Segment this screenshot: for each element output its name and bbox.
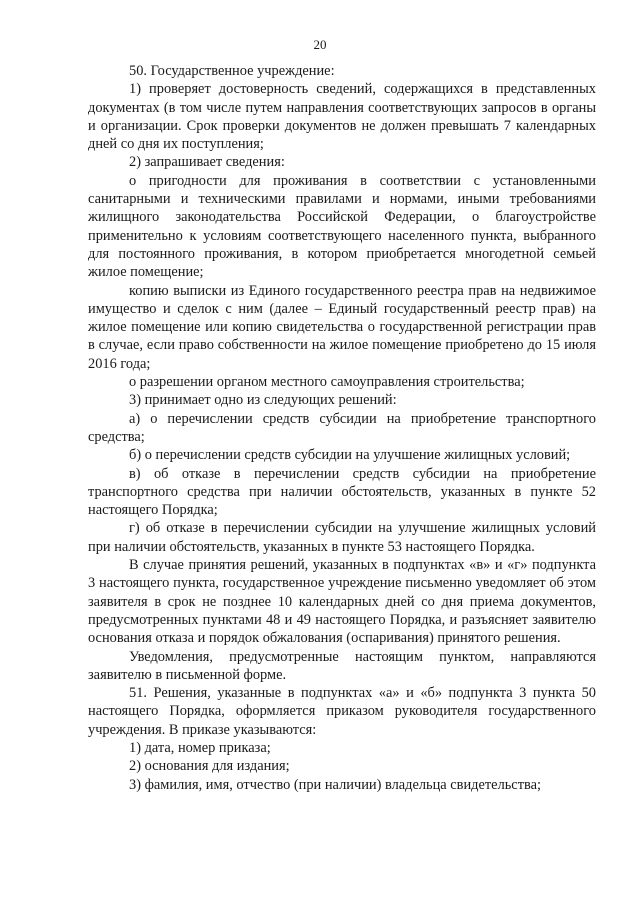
clause-51-item-3: 3) фамилия, имя, отчество (при наличии) владельца свидетельства;	[129, 776, 541, 793]
clause-51-item-1: 1) дата, номер приказа;	[129, 739, 271, 756]
clause-50-refusal-notice: В случае принятия решений, указанных в подпунктах «в» и «г» подпункта 3 настоящего пункта, государственное учреждение письменно уведомляет об этом заявителя в срок не позднее 10 календарных дней со дня приема документов, предусмотренных пунктами 48 и 49 настоящего Порядка, и разъясняет заявителю основания отказа и порядок обжалования (оспаривания) принятого решения.	[88, 557, 596, 647]
clause-50-item-3-g: г) об отказе в перечислении субсидии на улучшение жилищных условий при наличии обстоятельств, указанных в пункте 53 настоящего Порядка.	[88, 520, 596, 555]
clause-50-item-2-suitability: о пригодности для проживания в соответствии с установленными санитарными и техническими правилами и нормами, иными требованиями жилищного законодательства Российской Федерации, о благоустройстве применительно к условиям соответствующего населенного пункта, выбранного для постоянного проживания, в котором приобретается многодетной семьей жилое помещение;	[88, 172, 596, 281]
clause-50-written-form: Уведомления, предусмотренные настоящим пунктом, направляются заявителю в письменной форме.	[88, 648, 596, 683]
page-number: 20	[313, 37, 327, 52]
clause-50-item-3-a: а) о перечислении средств субсидии на приобретение транспортного средства;	[88, 410, 596, 445]
clause-50-item-2-construction-permit: о разрешении органом местного самоуправления строительства;	[129, 374, 525, 391]
clause-50-item-2-registry-extract: копию выписки из Единого государственного реестра прав на недвижимое имущество и сделок с ним (далее – Единый государственный реестр прав) на жилое помещение или копию свидетельства о государственной регистрации прав в случае, если право собственности на жилое помещение приобретено до 15 июля 2016 года;	[88, 282, 596, 372]
clause-50-item-2: 2) запрашивает сведения:	[129, 154, 285, 171]
clause-51-item-2: 2) основания для издания;	[129, 758, 290, 775]
document-body	[88, 62, 596, 794]
clause-50-item-3-b: б) о перечислении средств субсидии на улучшение жилищных условий;	[129, 447, 571, 464]
clause-50-item-3: 3) принимает одно из следующих решений:	[129, 392, 397, 409]
clause-50-heading: 50. Государственное учреждение:	[129, 63, 335, 79]
clause-50-item-1: 1) проверяет достоверность сведений, содержащихся в представленных документах (в том числе путем направления соответствующих запросов в органы и организации. Срок проверки документов не должен превышать 7 календарных дней со дня их поступления;	[88, 81, 596, 153]
clause-51-heading: 51. Решения, указанные в подпунктах «а» и «б» подпункта 3 пункта 50 настоящего Порядка, оформляется приказом руководителя государственного учреждения. В приказе указываются:	[88, 685, 596, 738]
clause-50-item-3-v: в) об отказе в перечислении средств субсидии на приобретение транспортного средства при наличии обстоятельств, указанных в пункте 52 настоящего Порядка;	[88, 465, 596, 519]
